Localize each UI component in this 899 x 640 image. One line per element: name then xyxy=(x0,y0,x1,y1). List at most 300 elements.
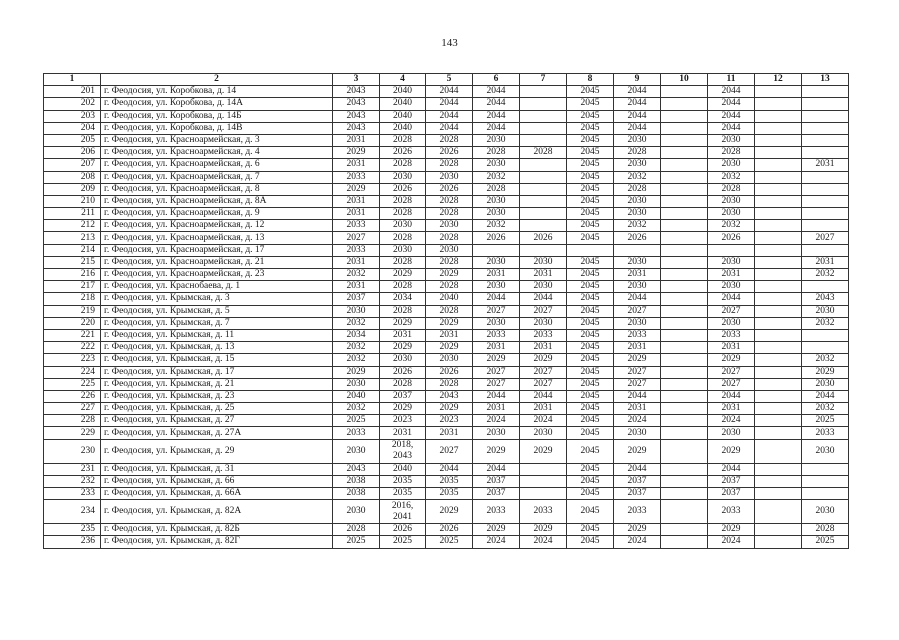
row-number-cell: 236 xyxy=(44,536,101,548)
year-cell: 2045 xyxy=(567,500,614,524)
year-cell: 2026 xyxy=(380,524,426,536)
year-cell: 2029 xyxy=(380,269,426,281)
year-cell: 2044 xyxy=(520,390,567,402)
row-number-cell: 235 xyxy=(44,524,101,536)
address-cell: г. Феодосия, ул. Красноармейская, д. 9 xyxy=(101,208,333,220)
year-cell xyxy=(755,232,802,244)
address-cell: г. Феодосия, ул. Красноармейская, д. 12 xyxy=(101,220,333,232)
year-cell: 2033 xyxy=(708,500,755,524)
row-number-cell: 211 xyxy=(44,208,101,220)
year-cell: 2026 xyxy=(380,183,426,195)
year-cell: 2024 xyxy=(614,536,661,548)
year-cell: 2029 xyxy=(520,439,567,463)
year-cell: 2030 xyxy=(802,305,849,317)
year-cell: 2031 xyxy=(520,342,567,354)
year-cell xyxy=(755,403,802,415)
year-cell: 2029 xyxy=(708,524,755,536)
year-cell: 2035 xyxy=(380,475,426,487)
year-cell: 2030 xyxy=(426,171,473,183)
year-cell: 2026 xyxy=(426,366,473,378)
row-number-cell: 229 xyxy=(44,427,101,439)
year-cell xyxy=(661,147,708,159)
row-number-cell: 226 xyxy=(44,390,101,402)
year-cell: 2045 xyxy=(567,366,614,378)
table-row xyxy=(44,390,849,402)
year-cell: 2035 xyxy=(426,475,473,487)
year-cell: 2044 xyxy=(473,390,520,402)
year-cell: 2028 xyxy=(380,305,426,317)
year-cell xyxy=(802,98,849,110)
year-cell xyxy=(755,195,802,207)
year-cell: 2030 xyxy=(473,159,520,171)
year-cell: 2028 xyxy=(614,147,661,159)
year-cell xyxy=(661,500,708,524)
year-cell: 2029 xyxy=(473,439,520,463)
year-cell xyxy=(661,98,708,110)
year-cell: 2033 xyxy=(520,329,567,341)
address-cell: г. Феодосия, ул. Красноармейская, д. 23 xyxy=(101,269,333,281)
year-cell: 2044 xyxy=(614,293,661,305)
address-cell: г. Феодосия, ул. Крымская, д. 5 xyxy=(101,305,333,317)
row-number-cell: 232 xyxy=(44,475,101,487)
table-row xyxy=(44,232,849,244)
year-cell: 2038 xyxy=(333,475,380,487)
year-cell: 2043 xyxy=(333,110,380,122)
year-cell: 2032 xyxy=(802,403,849,415)
year-cell xyxy=(661,305,708,317)
year-cell: 2028 xyxy=(380,208,426,220)
year-cell: 2028 xyxy=(426,256,473,268)
year-cell xyxy=(755,366,802,378)
year-cell xyxy=(755,342,802,354)
row-number-cell: 233 xyxy=(44,488,101,500)
address-cell: г. Феодосия, ул. Крымская, д. 23 xyxy=(101,390,333,402)
year-cell: 2045 xyxy=(567,524,614,536)
year-cell: 2043 xyxy=(333,122,380,134)
table-row xyxy=(44,256,849,268)
year-cell: 2040 xyxy=(333,390,380,402)
year-cell xyxy=(661,415,708,427)
year-cell xyxy=(661,524,708,536)
address-cell: г. Феодосия, ул. Краснобаева, д. 1 xyxy=(101,281,333,293)
year-cell: 2027 xyxy=(708,305,755,317)
year-cell xyxy=(802,208,849,220)
year-cell: 2035 xyxy=(426,488,473,500)
year-cell: 2032 xyxy=(802,269,849,281)
year-cell: 2030 xyxy=(333,305,380,317)
year-cell: 2031 xyxy=(473,403,520,415)
year-cell: 2044 xyxy=(614,86,661,98)
table-row xyxy=(44,488,849,500)
address-cell: г. Феодосия, ул. Крымская, д. 82А xyxy=(101,500,333,524)
year-cell: 2040 xyxy=(380,463,426,475)
year-cell xyxy=(661,86,708,98)
year-cell xyxy=(661,220,708,232)
table-row xyxy=(44,427,849,439)
year-cell xyxy=(520,183,567,195)
year-cell: 2030 xyxy=(708,208,755,220)
header-cell: 12 xyxy=(755,74,802,86)
address-cell: г. Феодосия, ул. Красноармейская, д. 8А xyxy=(101,195,333,207)
year-cell: 2031 xyxy=(802,256,849,268)
year-cell xyxy=(520,475,567,487)
year-cell: 2045 xyxy=(567,159,614,171)
year-cell xyxy=(520,244,567,256)
table-row xyxy=(44,195,849,207)
year-cell: 2025 xyxy=(802,415,849,427)
year-cell: 2040 xyxy=(426,293,473,305)
year-cell xyxy=(661,342,708,354)
year-cell: 2037 xyxy=(708,488,755,500)
year-cell xyxy=(755,110,802,122)
year-cell: 2037 xyxy=(333,293,380,305)
table-row xyxy=(44,403,849,415)
year-cell xyxy=(520,171,567,183)
year-cell: 2029 xyxy=(473,354,520,366)
year-cell: 2033 xyxy=(520,500,567,524)
year-cell: 2031 xyxy=(333,256,380,268)
year-cell xyxy=(802,281,849,293)
year-cell: 2030 xyxy=(614,256,661,268)
year-cell: 2045 xyxy=(567,378,614,390)
page-number: 143 xyxy=(441,37,458,49)
year-cell: 2030 xyxy=(473,208,520,220)
year-cell: 2032 xyxy=(333,269,380,281)
year-cell: 2045 xyxy=(567,488,614,500)
year-cell: 2030 xyxy=(473,134,520,146)
year-cell: 2025 xyxy=(333,415,380,427)
year-cell xyxy=(755,488,802,500)
year-cell xyxy=(661,536,708,548)
table-row xyxy=(44,171,849,183)
year-cell: 2032 xyxy=(802,317,849,329)
year-cell: 2034 xyxy=(380,293,426,305)
year-cell: 2028 xyxy=(426,232,473,244)
year-cell: 2033 xyxy=(614,329,661,341)
year-cell xyxy=(755,439,802,463)
year-cell xyxy=(802,147,849,159)
year-cell: 2030 xyxy=(614,134,661,146)
year-cell: 2033 xyxy=(473,500,520,524)
year-cell: 2030 xyxy=(380,244,426,256)
year-cell: 2045 xyxy=(567,415,614,427)
year-cell: 2030 xyxy=(333,378,380,390)
address-cell: г. Феодосия, ул. Крымская, д. 82Г xyxy=(101,536,333,548)
year-cell: 2030 xyxy=(473,281,520,293)
year-cell xyxy=(661,256,708,268)
year-cell: 2030 xyxy=(520,281,567,293)
year-cell: 2024 xyxy=(614,415,661,427)
year-cell xyxy=(755,354,802,366)
year-cell: 2028 xyxy=(426,208,473,220)
year-cell: 2025 xyxy=(380,536,426,548)
year-cell: 2030 xyxy=(708,195,755,207)
row-number-cell: 203 xyxy=(44,110,101,122)
year-cell: 2025 xyxy=(333,536,380,548)
year-cell: 2030 xyxy=(520,256,567,268)
table-row xyxy=(44,244,849,256)
row-number-cell: 213 xyxy=(44,232,101,244)
table-row xyxy=(44,305,849,317)
table-row xyxy=(44,159,849,171)
year-cell: 2044 xyxy=(708,463,755,475)
year-cell xyxy=(802,488,849,500)
year-cell: 2028 xyxy=(380,378,426,390)
year-cell xyxy=(520,208,567,220)
year-cell: 2024 xyxy=(473,536,520,548)
year-cell: 2030 xyxy=(380,354,426,366)
row-number-cell: 205 xyxy=(44,134,101,146)
year-cell: 2044 xyxy=(426,98,473,110)
year-cell: 2030 xyxy=(380,171,426,183)
table-row xyxy=(44,134,849,146)
year-cell: 2045 xyxy=(567,256,614,268)
address-cell: г. Феодосия, ул. Красноармейская, д. 21 xyxy=(101,256,333,268)
row-number-cell: 228 xyxy=(44,415,101,427)
year-cell: 2045 xyxy=(567,439,614,463)
year-cell: 2044 xyxy=(708,86,755,98)
header-cell: 3 xyxy=(333,74,380,86)
year-cell: 2045 xyxy=(567,269,614,281)
row-number-cell: 202 xyxy=(44,98,101,110)
address-cell: г. Феодосия, ул. Крымская, д. 82Б xyxy=(101,524,333,536)
address-cell: г. Феодосия, ул. Крымская, д. 66А xyxy=(101,488,333,500)
header-cell: 6 xyxy=(473,74,520,86)
year-cell: 2044 xyxy=(708,110,755,122)
year-cell: 2029 xyxy=(380,342,426,354)
header-cell: 10 xyxy=(661,74,708,86)
year-cell: 2029 xyxy=(708,354,755,366)
row-number-cell: 212 xyxy=(44,220,101,232)
year-cell xyxy=(520,86,567,98)
year-cell: 2029 xyxy=(426,269,473,281)
year-cell: 2044 xyxy=(473,122,520,134)
year-cell: 2030 xyxy=(473,256,520,268)
year-cell xyxy=(520,463,567,475)
registry-table xyxy=(43,73,849,549)
address-cell: г. Феодосия, ул. Крымская, д. 27А xyxy=(101,427,333,439)
year-cell: 2033 xyxy=(708,329,755,341)
year-cell xyxy=(755,159,802,171)
year-cell: 2044 xyxy=(473,293,520,305)
year-cell: 2045 xyxy=(567,208,614,220)
header-cell: 2 xyxy=(101,74,333,86)
year-cell: 2025 xyxy=(802,536,849,548)
year-cell: 2029 xyxy=(520,354,567,366)
year-cell: 2028 xyxy=(426,195,473,207)
year-cell: 2029 xyxy=(708,439,755,463)
year-cell: 2029 xyxy=(380,403,426,415)
year-cell xyxy=(802,342,849,354)
year-cell: 2028 xyxy=(380,134,426,146)
year-cell: 2037 xyxy=(614,488,661,500)
year-cell: 2032 xyxy=(473,220,520,232)
year-cell: 2024 xyxy=(520,536,567,548)
row-number-cell: 209 xyxy=(44,183,101,195)
year-cell xyxy=(802,244,849,256)
year-cell: 2028 xyxy=(426,281,473,293)
year-cell: 2028 xyxy=(520,147,567,159)
year-cell xyxy=(755,98,802,110)
year-cell xyxy=(661,269,708,281)
row-number-cell: 217 xyxy=(44,281,101,293)
year-cell: 2045 xyxy=(567,536,614,548)
year-cell: 2030 xyxy=(802,500,849,524)
year-cell: 2029 xyxy=(473,524,520,536)
year-cell: 2044 xyxy=(614,110,661,122)
address-cell: г. Феодосия, ул. Красноармейская, д. 6 xyxy=(101,159,333,171)
address-cell: г. Феодосия, ул. Крымская, д. 3 xyxy=(101,293,333,305)
year-cell: 2044 xyxy=(708,98,755,110)
year-cell xyxy=(661,366,708,378)
year-cell xyxy=(755,183,802,195)
row-number-cell: 210 xyxy=(44,195,101,207)
year-cell: 2044 xyxy=(520,293,567,305)
year-cell: 2031 xyxy=(520,403,567,415)
year-cell xyxy=(661,281,708,293)
year-cell: 2045 xyxy=(567,122,614,134)
year-cell: 2024 xyxy=(708,415,755,427)
year-cell: 2045 xyxy=(567,475,614,487)
table-row xyxy=(44,269,849,281)
year-cell: 2027 xyxy=(802,232,849,244)
year-cell: 2045 xyxy=(567,281,614,293)
year-cell xyxy=(802,110,849,122)
table-row xyxy=(44,281,849,293)
year-cell xyxy=(567,244,614,256)
year-cell: 2031 xyxy=(380,427,426,439)
table-row xyxy=(44,110,849,122)
year-cell: 2031 xyxy=(614,269,661,281)
year-cell xyxy=(755,281,802,293)
year-cell: 2032 xyxy=(333,317,380,329)
year-cell: 2045 xyxy=(567,427,614,439)
year-cell: 2027 xyxy=(473,305,520,317)
year-cell: 2040 xyxy=(380,122,426,134)
year-cell: 2023 xyxy=(380,415,426,427)
year-cell: 2027 xyxy=(520,366,567,378)
year-cell: 2029 xyxy=(614,439,661,463)
year-cell: 2028 xyxy=(802,524,849,536)
year-cell: 2028 xyxy=(380,159,426,171)
year-cell: 2029 xyxy=(333,366,380,378)
row-number-cell: 223 xyxy=(44,354,101,366)
year-cell: 2031 xyxy=(473,269,520,281)
year-cell xyxy=(708,244,755,256)
year-cell: 2025 xyxy=(426,536,473,548)
year-cell: 2034 xyxy=(333,329,380,341)
year-cell xyxy=(802,171,849,183)
year-cell xyxy=(661,195,708,207)
year-cell: 2030 xyxy=(333,439,380,463)
header-cell: 9 xyxy=(614,74,661,86)
address-cell: г. Феодосия, ул. Коробкова, д. 14 xyxy=(101,86,333,98)
year-cell: 2030 xyxy=(614,195,661,207)
year-cell: 2023 xyxy=(426,415,473,427)
year-cell xyxy=(473,244,520,256)
year-cell: 2037 xyxy=(380,390,426,402)
year-cell: 2030 xyxy=(473,317,520,329)
year-cell: 2029 xyxy=(426,403,473,415)
year-cell: 2026 xyxy=(708,232,755,244)
header-cell: 8 xyxy=(567,74,614,86)
year-cell: 2031 xyxy=(426,329,473,341)
year-cell: 2028 xyxy=(473,183,520,195)
year-cell: 2028 xyxy=(426,159,473,171)
year-cell: 2026 xyxy=(426,183,473,195)
header-cell: 1 xyxy=(44,74,101,86)
address-cell: г. Феодосия, ул. Крымская, д. 17 xyxy=(101,366,333,378)
year-cell: 2031 xyxy=(333,281,380,293)
year-cell xyxy=(661,329,708,341)
year-cell: 2033 xyxy=(333,171,380,183)
year-cell xyxy=(520,488,567,500)
year-cell xyxy=(661,354,708,366)
year-cell: 2040 xyxy=(380,86,426,98)
year-cell: 2045 xyxy=(567,110,614,122)
year-cell: 2038 xyxy=(333,488,380,500)
year-cell: 2030 xyxy=(426,244,473,256)
year-cell: 2045 xyxy=(567,98,614,110)
table-body xyxy=(44,86,849,548)
address-cell: г. Феодосия, ул. Крымская, д. 29 xyxy=(101,439,333,463)
year-cell xyxy=(520,98,567,110)
year-cell xyxy=(755,147,802,159)
row-number-cell: 222 xyxy=(44,342,101,354)
year-cell: 2029 xyxy=(426,500,473,524)
year-cell: 2027 xyxy=(520,378,567,390)
row-number-cell: 227 xyxy=(44,403,101,415)
year-cell: 2026 xyxy=(380,147,426,159)
year-cell xyxy=(755,524,802,536)
table-row xyxy=(44,86,849,98)
address-cell: г. Феодосия, ул. Крымская, д. 66 xyxy=(101,475,333,487)
table-row xyxy=(44,500,849,524)
header-cell: 4 xyxy=(380,74,426,86)
row-number-cell: 214 xyxy=(44,244,101,256)
year-cell: 2033 xyxy=(333,244,380,256)
row-number-cell: 225 xyxy=(44,378,101,390)
year-cell xyxy=(802,475,849,487)
header-cell: 5 xyxy=(426,74,473,86)
year-cell: 2045 xyxy=(567,220,614,232)
address-cell: г. Феодосия, ул. Крымская, д. 27 xyxy=(101,415,333,427)
year-cell: 2044 xyxy=(708,390,755,402)
year-cell xyxy=(520,122,567,134)
year-cell: 2044 xyxy=(473,463,520,475)
year-cell: 2044 xyxy=(473,110,520,122)
year-cell xyxy=(661,208,708,220)
row-number-cell: 216 xyxy=(44,269,101,281)
address-cell: г. Феодосия, ул. Крымская, д. 25 xyxy=(101,403,333,415)
year-cell: 2040 xyxy=(380,110,426,122)
year-cell: 2032 xyxy=(614,171,661,183)
year-cell xyxy=(755,86,802,98)
year-cell: 2030 xyxy=(614,281,661,293)
year-cell xyxy=(661,293,708,305)
year-cell: 2033 xyxy=(614,500,661,524)
year-cell xyxy=(755,293,802,305)
year-cell: 2030 xyxy=(426,220,473,232)
year-cell: 2045 xyxy=(567,183,614,195)
year-cell: 2030 xyxy=(426,354,473,366)
year-cell xyxy=(802,183,849,195)
year-cell xyxy=(661,390,708,402)
year-cell: 2028 xyxy=(473,147,520,159)
year-cell xyxy=(755,427,802,439)
year-cell: 2044 xyxy=(473,98,520,110)
year-cell: 2031 xyxy=(708,403,755,415)
